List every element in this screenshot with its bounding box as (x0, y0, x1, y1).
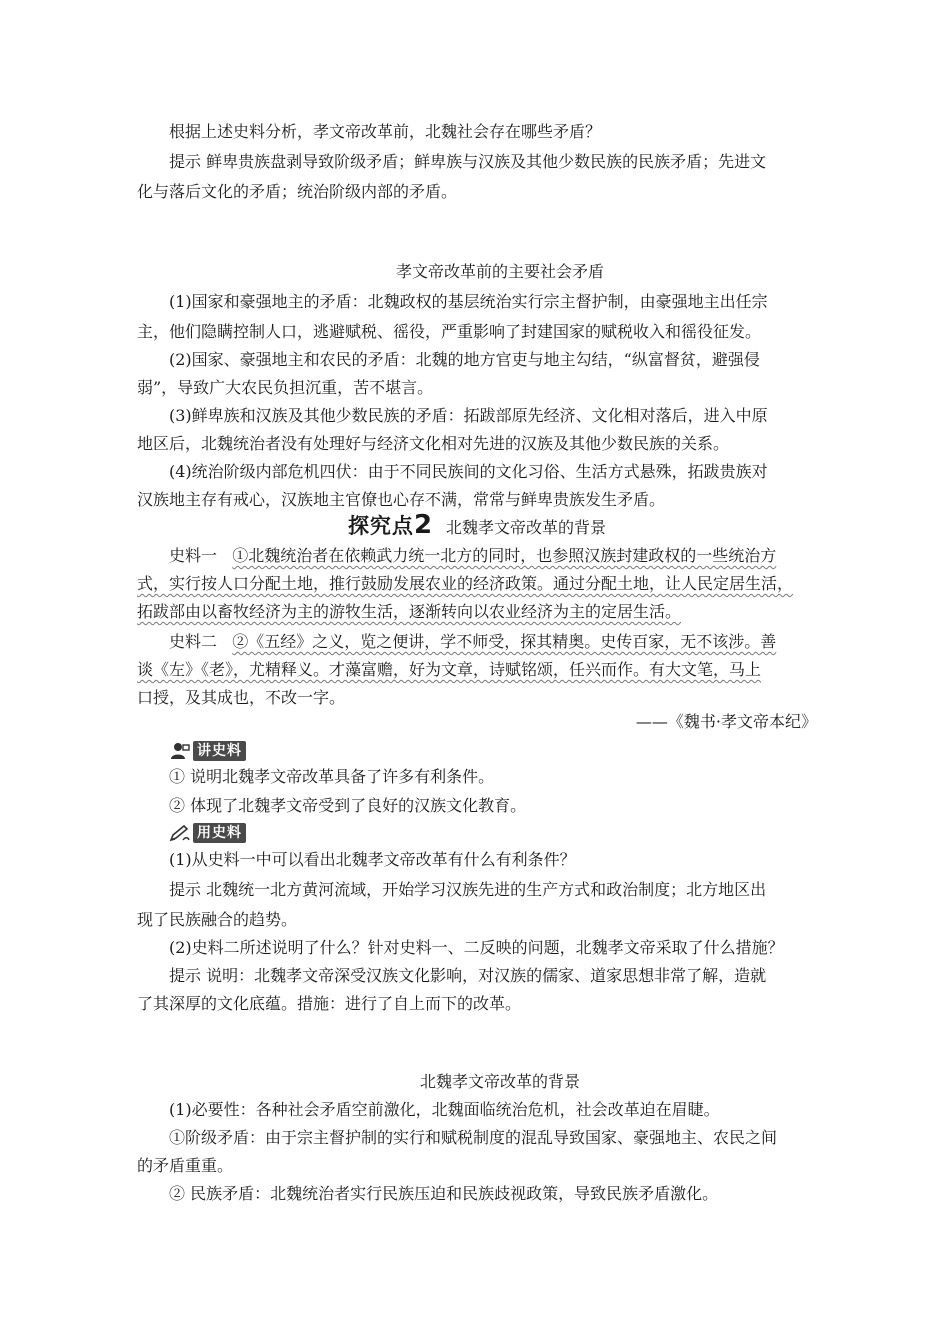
source2-line1 (169, 632, 817, 652)
heading-number: 2 (413, 510, 433, 540)
section3-p3: ② 民族矛盾：北魏统治者实行民族压迫和民族歧视政策，导致民族矛盾激化。 (169, 1184, 719, 1203)
source2-line3: 口授，及其成也，不改一字。 (137, 688, 346, 707)
source1-line2: 式，实行按人口分配土地，推行鼓励发展农业的经济政策。通过分配土地，让人民定居生活， (137, 574, 794, 593)
teacher-icon (169, 741, 191, 761)
heading-word: 探究点 (347, 514, 414, 538)
section3-p2-line2: 的矛盾重重。 (137, 1156, 234, 1175)
source1-label: 史料一 (169, 546, 218, 565)
section3-p2-line1: ①阶级矛盾：由于宗主督护制的实行和赋税制度的混乱导致国家、豪强地主、农民之间 (169, 1128, 778, 1147)
source1-line1 (169, 546, 817, 566)
question2: (2)史料二所述说明了什么？针对史料一、二反映的问题，北魏孝文帝采取了什么措施？ (169, 938, 784, 957)
jiang-point2: ② 体现了北魏孝文帝受到了良好的汉族文化教育。 (169, 796, 527, 815)
question1: (1)从史料一中可以看出北魏孝文帝改革有什么有利条件？ (169, 850, 576, 869)
section1-p4-line2: 汉族地主存有戒心，汉族地主官僚也心存不满，常常与鲜卑贵族发生矛盾。 (137, 490, 666, 509)
source-citation: ——《魏书·孝文帝本纪》 (635, 712, 817, 731)
source1-text: ①北魏统治者在依赖武力统一北方的同时，也参照汉族封建政权的一些统治方 (232, 546, 777, 565)
jiang-label: 讲史料 (193, 741, 246, 761)
jiang-badge (169, 740, 246, 762)
source2-line2-text: 谈《左》《老》，尤精释义。才藻富赡，好为文章，诗赋铭颂，任兴而作。有大文笔，马上 (137, 660, 762, 679)
source2-label: 史料二 (169, 632, 218, 651)
section2-heading (137, 510, 817, 540)
answer2-line2: 了其深厚的文化底蕴。措施：进行了自上而下的改革。 (137, 994, 522, 1013)
section1-title: 孝文帝改革前的主要社会矛盾 (395, 262, 604, 281)
jiang-point1: ① 说明北魏孝文帝改革具备了许多有利条件。 (169, 767, 495, 786)
section3-p1: (1)必要性：各种社会矛盾空前激化，北魏面临统治危机，社会改革迫在眉睫。 (169, 1100, 720, 1119)
yong-label: 用史料 (193, 823, 246, 843)
section3-title: 北魏孝文帝改革的背景 (419, 1072, 580, 1091)
intro-hint-line2: 化与落后文化的矛盾；统治阶级内部的矛盾。 (137, 182, 458, 201)
section1-p1-line2: 主，他们隐瞒控制人口，逃避赋税、徭役，严重影响了封建国家的赋税收入和徭役征发。 (137, 322, 762, 341)
heading-subtitle: 北魏孝文帝改革的背景 (446, 518, 607, 537)
section1-p4-line1: (4)统治阶级内部危机四伏：由于不同民族间的文化习俗、生活方式悬殊，拓跋贵族对 (169, 462, 768, 481)
section1-p2-line2: 弱”，导致广大农民负担沉重，苦不堪言。 (137, 378, 434, 397)
answer2-line1: 提示 说明：北魏孝文帝深受汉族文化影响，对汉族的儒家、道家思想非常了解，造就 (169, 966, 767, 985)
section1-p3-line1: (3)鲜卑族和汉族及其他少数民族的矛盾：拓跋部原先经济、文化相对落后，进入中原 (169, 406, 768, 425)
source1-line3: 拓跋部由以畜牧经济为主的游牧生活，逐渐转向以农业经济为主的定居生活。 (137, 602, 682, 621)
source2-line2 (137, 660, 817, 680)
source2-text: ②《五经》之义，览之便讲，学不师受，探其精奥。史传百家，无不该涉。善 (232, 632, 777, 651)
yong-badge (169, 822, 246, 844)
intro-hint-line1: 提示 鲜卑贵族盘剥导致阶级矛盾；鲜卑族与汉族及其他少数民族的民族矛盾；先进文 (169, 152, 767, 171)
answer1-line2: 现了民族融合的趋势。 (137, 910, 298, 929)
answer1-line1: 提示 北魏统一北方黄河流域，开始学习汉族先进的生产方式和政治制度；北方地区出 (169, 880, 767, 899)
section1-p3-line2: 地区后，北魏统治者没有处理好与经济文化相对先进的汉族及其他少数民族的关系。 (137, 434, 730, 453)
intro-question: 根据上述史料分析，孝文帝改革前，北魏社会存在哪些矛盾？ (169, 122, 602, 141)
pen-icon (169, 823, 191, 843)
section1-p1-line1: (1)国家和豪强地主的矛盾：北魏政权的基层统治实行宗主督护制，由豪强地主出任宗 (169, 292, 768, 311)
section1-p2-line1: (2)国家、豪强地主和农民的矛盾：北魏的地方官吏与地主勾结，“纵富督贫，避强侵 (169, 350, 760, 369)
